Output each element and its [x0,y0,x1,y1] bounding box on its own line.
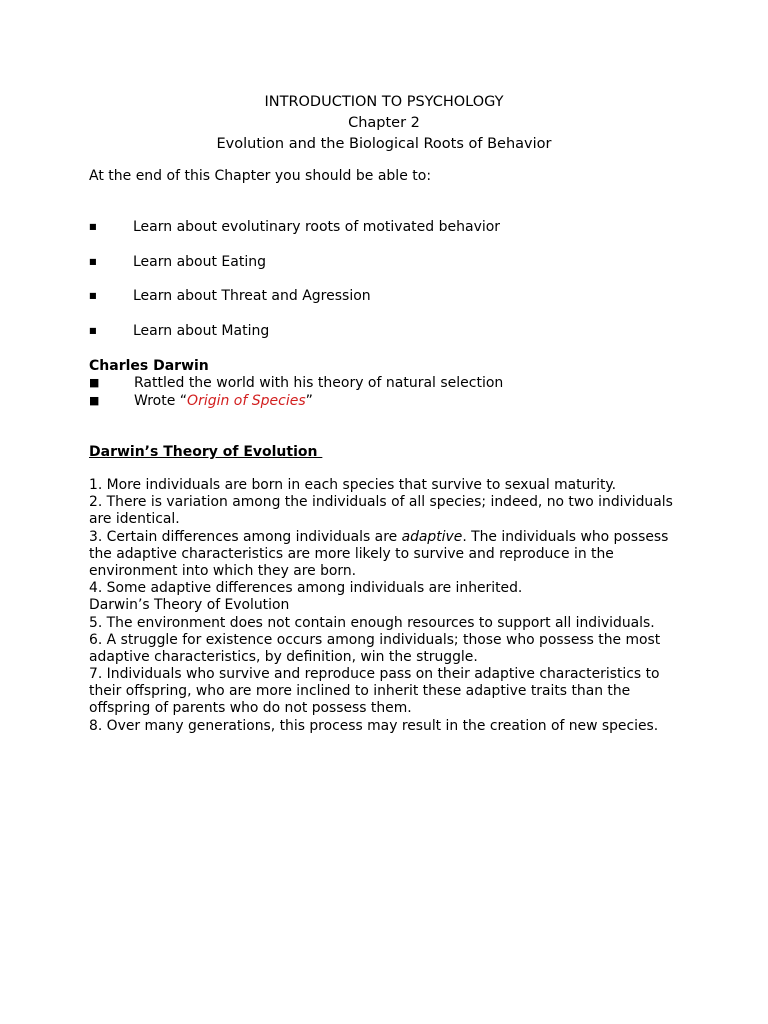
square-bullet-icon: ■ [89,256,97,266]
darwin-item [89,374,503,392]
theory-line: adaptive characteristics, by definition, win the struggle. [89,648,478,665]
theory-line: 6. A struggle for existence occurs among individuals; those who possess the most [89,631,661,648]
objectives-list [89,217,500,355]
theory-line: 7. Individuals who survive and reproduce pass on their adaptive characteristics to [89,666,660,683]
theory-line: offspring of parents who do not possess them. [89,700,412,717]
darwin-item-text [134,392,313,410]
origin-of-species-title: Origin of Species [187,393,306,409]
darwin-item [89,392,503,410]
chapter-number: Chapter 2 [348,115,420,131]
square-bullet-icon: ■ [89,222,97,231]
wrote-suffix: ” [305,393,313,409]
square-bullet-icon: ■ [89,325,97,335]
theory-of-evolution-heading: Darwin’s Theory of Evolution [89,444,323,460]
darwin-item-text: Rattled the world with his theory of natural selection [134,375,504,391]
theory-line [89,529,689,546]
objective-item [89,217,500,252]
objective-text: Learn about Mating [133,322,270,339]
theory-line: their offspring, who are more inclined to inherit these adaptive traits than the [89,683,631,700]
theory-line: Darwin’s Theory of Evolution [89,597,290,614]
objective-item [89,252,500,287]
adaptive-emphasis: adaptive [401,528,463,545]
theory-line: 4. Some adaptive differences among individuals are inherited. [89,580,523,597]
theory-line: 1. More individuals are born in each species that survive to sexual maturity. [89,477,617,493]
objective-item [89,286,500,321]
wrote-prefix: Wrote “ [134,393,188,409]
square-bullet-icon: ■ [89,291,97,300]
objective-text: Learn about evolutinary roots of motivated behavior [133,219,501,235]
theory-line: 5. The environment does not contain enough resources to support all individuals. [89,614,655,631]
theory-line: 2. There is variation among the individuals of all species; indeed, no two individuals [89,494,673,511]
theory-line-end: . The individuals who possess [462,528,669,545]
objective-text: Learn about Threat and Agression [133,288,371,304]
square-bullet-icon: ■ [89,394,100,407]
course-title: INTRODUCTION TO PSYCHOLOGY [264,94,504,110]
square-bullet-icon: ■ [89,376,100,389]
theory-line: are identical. [89,511,180,528]
document-title-block [0,92,768,155]
darwin-list [89,374,503,410]
intro-text: At the end of this Chapter you should be able to: [89,168,432,184]
chapter-subtitle: Evolution and the Biological Roots of Behavior [216,136,552,152]
theory-line: environment into which they are born. [89,562,357,579]
theory-line: the adaptive characteristics are more likely to survive and reproduce in the [89,545,614,562]
objective-text: Learn about Eating [133,253,266,270]
theory-line: 8. Over many generations, this process may result in the creation of new species. [89,717,659,734]
charles-darwin-heading: Charles Darwin [89,358,209,374]
theory-line-start: 3. Certain differences among individuals are [89,528,402,545]
objective-item [89,321,500,356]
theory-body [89,477,689,735]
